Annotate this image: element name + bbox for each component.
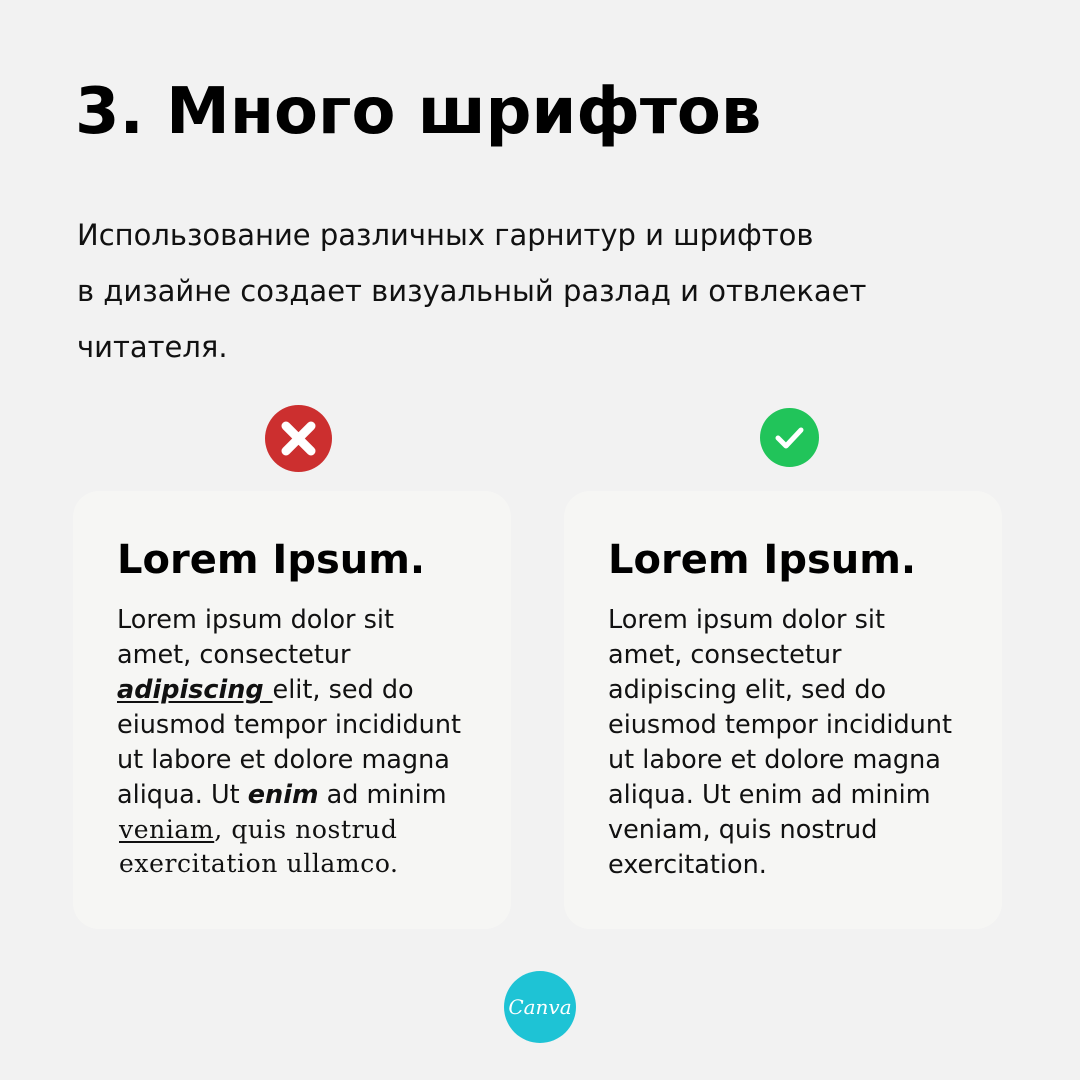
card-line-text: , quis nostrud <box>214 815 398 844</box>
card-line: ut labore et dolore magna <box>608 745 941 775</box>
good-example-card <box>564 491 1002 929</box>
check-icon <box>760 408 819 467</box>
canva-logo <box>504 971 576 1043</box>
card-line: amet, consectetur <box>608 640 842 670</box>
bold-italic-word: adipiscing <box>117 675 273 705</box>
card-title: Lorem Ipsum. <box>608 537 917 583</box>
cross-icon <box>265 405 332 472</box>
card-line <box>117 673 507 708</box>
card-body-single-font <box>608 603 998 883</box>
logo-text: Canva <box>508 995 572 1019</box>
intro-line: читателя. <box>77 330 228 364</box>
card-line: Lorem ipsum dolor sit <box>608 605 886 635</box>
card-title: Lorem Ipsum. <box>117 537 426 583</box>
bold-italic-word: enim <box>247 780 319 810</box>
card-line-text: elit, sed do <box>272 675 414 705</box>
serif-line: exercitation ullamco. <box>119 849 399 878</box>
card-line: exercitation. <box>608 850 767 880</box>
card-line: eiusmod tempor incididunt <box>608 710 952 740</box>
card-line-text: ad minim <box>318 780 447 810</box>
underlined-word: veniam <box>119 815 215 844</box>
serif-line <box>117 813 507 847</box>
intro-line: Использование различных гарнитур и шрифтов <box>77 218 814 252</box>
card-line: eiusmod tempor incididunt <box>117 710 461 740</box>
bad-example-card <box>73 491 511 929</box>
card-line <box>117 778 507 813</box>
intro-line: в дизайне создает визуальный разлад и отвлекает <box>77 274 867 308</box>
card-line: veniam, quis nostrud <box>608 815 878 845</box>
intro-paragraph <box>77 207 977 375</box>
card-line: aliqua. Ut enim ad minim <box>608 780 931 810</box>
card-body-mixed-fonts <box>117 603 507 881</box>
card-line: adipiscing elit, sed do <box>608 675 887 705</box>
card-line: ut labore et dolore magna <box>117 745 450 775</box>
page-title: 3. Много шрифтов <box>75 75 762 149</box>
card-line: Lorem ipsum dolor sit <box>117 605 395 635</box>
card-line: amet, consectetur <box>117 640 351 670</box>
card-line-text: aliqua. Ut <box>117 780 248 810</box>
